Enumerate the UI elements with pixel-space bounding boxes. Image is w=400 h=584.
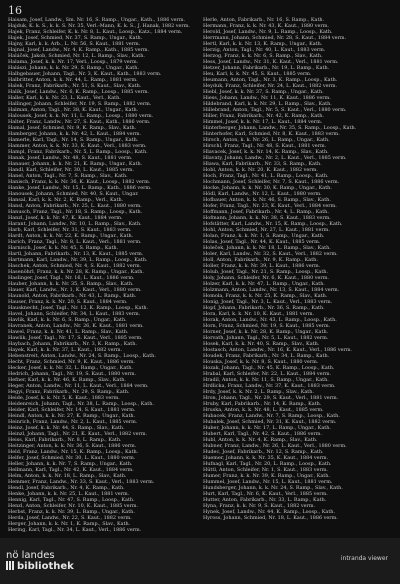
register-entry: Harich, Franz, Tagl., Nr. 8, L. Kaut., Verl., 1881 verm.: [8, 239, 142, 245]
register-entry: Hajduk, K. k. S., k. k. S. Nr. 35, Verl.-Mann, K. k. S., J. Hanak, 1882 verm.: [8, 23, 190, 29]
register-entry: Hradil, Anton, k. k. Nr. 11, S. Ramp., Ungar., Kath.: [203, 377, 329, 383]
register-entry: Hrabal, Karl, Schleifer, Nr. 22, L. Kaut., 1884 verm.: [203, 371, 332, 377]
register-entry: Hansl, Anton, Fabrikarb., Nr. 25, L. Kaut., 1880 verm.: [8, 203, 142, 209]
register-entry: Hanauer, Johann, k. k. Nr. 21, K. Ramp., Ungar., Kath.: [8, 161, 143, 167]
register-entry: Herbst, Franz, k. k. Nr. 39, L. Ramp., Ungar., Kath.: [8, 509, 135, 515]
register-entry: Hartmann, Karl, Landw., Nr. 39, L. Ramp., Loosp., Kath.: [8, 257, 148, 263]
register-entry: Hertl, Karl, k. k. Nr. 13, K. Ramp., Ungar., Kath.: [203, 41, 323, 47]
register-entry: Hlawa, Karl, Fabrikarb., Nr. 33, S. Ramp., Kath.: [203, 161, 322, 167]
register-entry: Hess, Josef, Landw., Nr. 31, K. Kaut., Verl., 1881 verm.: [203, 59, 339, 65]
register-entry: Hampl, Franz, Fabrikarb., Nr. 5, L. Ramp., Loosp., Kath.: [8, 149, 148, 155]
register-entry: Hochmann, Josef, Schleifer, Nr. 7, S. Kaut., 1886 verm.: [203, 179, 340, 185]
register-entry: Hruska, Anton, k. k. Nr. 48, L. Kaut., 1885 verm.: [203, 407, 324, 413]
register-entry: Harb, Karl, Schleifer, Nr. 31, S. Kaut., 1883 verm.: [8, 227, 132, 233]
register-entry: Heger, Anton, Landw., Nr. 11, L. Kaut., Verl., 1884 verm.: [8, 383, 149, 389]
register-entry: Hausknecht, Josef, Tagl., Nr. 12, K. Ramp., Loosp., Kath.: [8, 305, 149, 311]
register-entry: Halama, Josef, k. k. Nr. 17, Verl., Loosp., 1879 verm.: [8, 59, 139, 65]
register-entry: Herzog, Franz, k. k. Nr. 6, S. Ramp., Slav., Kath.: [203, 53, 323, 59]
register-entry: Haisam, Josef, Landw., Sm. Nr. 16, S. Ramp., Ungar., Kath., 1886 verm.: [8, 17, 186, 23]
register-entry: Haschek, Anton, Schmied, Nr. 4, S. Kaut., 1882 verm.: [8, 263, 142, 269]
register-entry: Hinterberger, Johann, Landw., Nr. 35, S. Ramp., Loosp., Kath.: [203, 125, 357, 131]
register-entry: Hofstätter, Karl, Landw., Nr. 15, K. Ramp., Loosp., Kath.: [203, 221, 343, 227]
register-entry: Hurt, Karl, Tagl., Nr. 6, K. Kaut., Verl., 1885 verm.: [203, 491, 328, 497]
logo-bottom-label: bibliothek: [17, 561, 74, 572]
register-entry: Hayek, Karl, k. k. Nr. 37, L. Kaut., 1882 verm.: [8, 347, 123, 353]
register-entry: Heindl, Anton, k. k. Nr. 27, K. Ramp., Ungar., Kath.: [8, 413, 136, 419]
register-entry: Hendl, Josef, Fabrikarb., Nr. 4, K. Ramp., Kath.: [8, 485, 125, 491]
register-entry: Hawlik, Josef, Tagl., Nr. 17, S. Kaut., Verl., 1885 verm.: [8, 335, 143, 341]
register-entry: Henzl, Anton, Schleifer, Nr. 10, K. Kaut., 1885 verm.: [8, 503, 139, 509]
left-column: [8, 17, 196, 535]
register-entry: Honig, Josef, Tagl., Nr. 3, L. Kaut., Verl., 1883 verm.: [203, 299, 333, 305]
register-entry: Herold, Josef, Landw., Nr. 9, L. Ramp., Loosp., Kath.: [203, 29, 333, 35]
register-entry: Hudec, Josef, Fabrikarb., Nr. 12, S. Ramp., Kath.: [203, 449, 324, 455]
register-entry: Hillebrand, Anton, Tagl., Nr. 5, S. Kaut., Verl., 1880 verm.: [203, 107, 347, 113]
register-entry: Halman, Anton, Tagl., Nr. 38, K. Kaut., Ungar., Kath.: [8, 107, 139, 113]
library-logo[interactable]: [6, 550, 74, 572]
register-entry: Hopf, Johann, Fabrikarb., Nr. 36, S. Ramp., Kath.: [203, 305, 325, 311]
register-entry: Heyduk, Franz, Schleifer, Nr. 24, L. Kaut., 1882 verm.: [203, 83, 338, 89]
register-entry: Halászi, Johann, k. k. Nr. 29, S. Ramp., Ungar., Kath.: [8, 65, 139, 71]
register-entry: Helm, Anton, k. k. Nr. 18, L. Ramp., Slav., Kath.: [8, 473, 127, 479]
register-entry: Herda, Josef, Landw., Nr. 22, S. Kaut., 1882 verm.: [8, 515, 132, 521]
register-entry: Hosek, Karl, k. k. Nr. 40, S. Ramp., Slav., Kath.: [203, 341, 320, 347]
register-entry: Hamberger, Johann, k. k. Nr. 42, L. Kaut., 1884 verm.: [8, 131, 142, 137]
register-entry: Hefner, Karl, k. k. Nr. 46, K. Ramp., Slav., Kath.: [8, 377, 126, 383]
register-entry: Helfer, Josef, Schmied, Nr. 30, L. Kaut., 1880 verm.: [8, 455, 136, 461]
register-entry: Holzmann, Anton, Landw., Nr. 13, S. Kaut., 1884 verm.: [203, 287, 340, 293]
register-entry: Holeček, Johann, k. k. Nr. 18, L. Ramp., Slav., Kath.: [203, 245, 331, 251]
register-entry: Harant, Johann, Landw., Nr. 10, L. Ramp., Slav., Kath.: [8, 221, 142, 227]
register-entry: Hofmann, Johann, k. k. Nr. 38, S. Kaut., 1883 verm.: [203, 215, 331, 221]
register-entry: Hildebrand, Karl, k. k. Nr. 29, L. Ramp., Slav., Kath.: [203, 101, 332, 107]
register-entry: Hubacek, Franz, Landw., Nr. 7, S. Ramp., Loosp., Kath.: [203, 413, 340, 419]
register-entry: Hebenstreit, Anton, Landw., Nr. 24, S. Ramp., Loosp., Kath.: [8, 353, 156, 359]
register-entry: Hermann, Franz, k. k. Nr. 43, K. Kaut., 1880 verm.: [203, 23, 329, 29]
register-entry: Heidenreich, Johann, Tagl., Nr. 38, L. Ramp., Loosp., Kath.: [8, 401, 154, 407]
register-entry: Holl, Anton, Fabrikarb., Nr. 9, K. Ramp., Kath.: [203, 257, 318, 263]
register-entry: Herrmann, Johann, Schmied, Nr. 28, S. Kaut., 1884 verm.: [203, 35, 347, 41]
register-entry: Hajek, Franz, Schleifer, K. k. Nr. 8, L. Kaut., Loosp., Katz., 1884 verm.: [8, 29, 183, 35]
register-entry: Henke, Johann, k. k. Nr. 25, L. Kaut., 1881 verm.: [8, 491, 130, 497]
register-entry: Houska, Josef, k. k. Nr. 8, S. Kaut., 1880 verm.: [203, 359, 319, 365]
register-entry: Hoch, Franz, Tagl., Nr. 41, L. Ramp., Loosp., Kath.: [203, 173, 329, 179]
register-entry: Herle, Anton, Fabrikarb., Nr. 16, S. Ramp., Kath.: [203, 17, 325, 23]
register-entry: Horak, Anton, Landw., Nr. 43, L. Ramp., Loosp., Kath.: [203, 317, 337, 323]
register-entry: Hirschl, Franz, Tagl., Nr. 48, S. Kaut., 1881 verm.: [203, 143, 327, 149]
register-entry: Hallinger, Johann, Schleifer, Nr. 19, S. Ramp., 1882 verm.: [8, 101, 152, 107]
register-entry: Hubner, Franz, Landw., Nr. 26, L. Kaut., Verl., 1880 verm.: [203, 443, 347, 449]
register-entry: Hrdlicka, Franz, Landw., Nr. 37, K. Kaut., 1883 verm.: [203, 383, 336, 389]
register-entry: Hozak, Johann, Tagl., Nr. 45, K. Ramp., Loosp., Kath.: [203, 365, 335, 371]
register-entry: Haybach, Johann, Fabrikarb., Nr. 3, K. Ramp., Kath.: [8, 341, 137, 347]
register-entry: Halbgebauer, Johann, Tagl., Nr. 3, K. Kaut., Kath., 1883 verm.: [8, 71, 162, 77]
register-entry: Hammer, Anton, k. k. Nr. 33, K. Kaut., Verl., 1883 verm.: [8, 143, 147, 149]
register-entry: Humer, Franz, k. k. Nr. 39, K. Ramp., Ungar., Kath.: [203, 473, 330, 479]
register-entry: Hlavacek, Josef, k. k. Nr. 14, K. Ramp., Slav., Kath.: [203, 149, 329, 155]
register-entry: Hinterhofer, Karl, Schmied, Nr. 8, K. Kaut., 1883 verm.: [203, 131, 340, 137]
register-entry: Hetzer, Johann, Fabrikarb., Nr. 19, L. Ramp., Kath.: [203, 65, 330, 71]
logo-bottom-text: [6, 561, 74, 572]
register-entry: Herzig, Anton, Tagl., Nr. 40, L. Kaut., 1883 verm.: [203, 47, 326, 53]
register-entry: Havlik, Karl, k. k. Nr. 6, S. Ramp., Ungar., Kath.: [8, 317, 127, 323]
register-entry: Hirsch, Anton, k. k. Nr. 26, L. Ramp., Ungar., Kath.: [203, 137, 330, 143]
register-entry: Hanousek, Johann, Schmied, Nr. 40, S. Kaut., Ungar.: [8, 191, 139, 197]
register-entry: Hajnal, Josef, Landw., Nr. 4, K. Ramp., Kath., 1885 verm.: [8, 47, 150, 53]
register-entry: Hoffmann, Josef, Fabrikarb., Nr. 4, L. Ramp., Kath.: [203, 209, 329, 215]
register-entry: Hundsberger, Johann, k. k. Nr. 24, S. Ramp., Slav., Kath.: [203, 485, 343, 491]
register-entry: Horner, Josef, k. k. Nr. 28, K. Ramp., Ungar., Kath.: [203, 329, 329, 335]
register-entry: Hansal, Karl, k. k. Nr. 2, K. Ramp., Verl., Kath.: [8, 197, 124, 203]
register-entry: Heide, Josef, k. k. Nr. 5, K. Kaut., 1883 verm.: [8, 395, 120, 401]
register-entry: Herger, Johann, k. k. Nr. 1, K. Ramp., Slav., Kath.: [8, 521, 131, 527]
register-entry: Hamal, Josef, Schmied, Nr. 9, K. Ramp., Slav., Kath.: [8, 125, 137, 131]
register-entry: Heinz, Josef, k. k. Nr. 44, S. Ramp., Slav., Kath.: [8, 425, 125, 431]
register-entry: Hiller, Franz, Fabrikarb., Nr. 42, K. Ramp., Kath.: [203, 113, 324, 119]
register-entry: Heinzl, Johann, Tagl., Nr. 21, K. Kaut., Verl., 1882 verm.: [8, 431, 148, 437]
register-entry: Halousek, Josef, k. k. Nr. 11, L. Ramp., Loosp., 1880 verm.: [8, 113, 154, 119]
register-entry: Huemer, Johann, k. k. Nr. 35, K. Kaut., 1884 verm.: [203, 455, 329, 461]
register-entry: Hanke, Josef, Landw., Nr. 15, L. Ramp., Kath., 1886 verm.: [8, 185, 152, 191]
register-entry: Hamerle, Karl, Tagl., Nr. 14, S. Ramp., Ungar., Kath.: [8, 137, 139, 143]
register-entry: Hummel, Josef, Landw., Nr. 15, L. Kaut., 1881 verm.: [203, 479, 333, 485]
register-entry: Hofbauer, Anton, k. k. Nr. 46, S. Ramp., Slav., Kath.: [203, 197, 331, 203]
register-entry: Hubl, Anton, k. k. Nr. 4, K. Ramp., Slav., Kath.: [203, 437, 318, 443]
register-entry: Hanisch, Franz, k. k. Nr. 36, K. Kaut., Loosp., 1882 verm.: [8, 179, 151, 185]
register-entry: Holzer, Karl, k. k. Nr. 47, L. Ramp., Ungar., Kath.: [203, 281, 325, 287]
register-entry: Hauber, Johann, k. k. Nr. 35, S. Ramp., Slav., Kath.: [8, 281, 134, 287]
register-entry: Haslinger, Josef, Tagl., Nr. 16, L. Kaut., 1886 verm.: [8, 275, 135, 281]
register-entry: Hanzl, Josef, k. k. Nr. 47, K. Kaut., 1884 verm.: [8, 215, 123, 221]
viewer-label[interactable]: intranda viewer: [340, 555, 388, 562]
register-entry: Hartl, Johann, Fabrikarb., Nr. 13, K. Kaut., 1885 verm.: [8, 251, 144, 257]
register-entry: Haláček, Jakob, Schmied, Nr. 12, L. Ramp., Slav., Kath.: [8, 53, 145, 59]
register-entry: Halik, Josef, Landw., Nr. 6, K. Ramp., Loosp., 1885 verm.: [8, 89, 150, 95]
register-entry: Heumann, Anton, Tagl., Nr. 3, K. Ramp., Loosp., Kath.: [203, 77, 338, 83]
register-entry: Holas, Josef, Tagl., Nr. 44, K. Kaut., 1885 verm.: [203, 239, 321, 245]
register-entry: Heu, Karl, k. k. Nr. 45, S. Kaut., 1885 verm.: [203, 71, 312, 77]
register-entry: Heller, Johann, k. k. Nr. 7, S. Ramp., Ungar., Kath.: [8, 461, 133, 467]
register-entry: Handl, Karl, Schleifer, Nr. 30, L. Kaut., 1885 verm.: [8, 167, 135, 173]
register-entry: Havranek, Anton, Landw., Nr. 26, K. Kaut., 1881 verm.: [8, 323, 144, 329]
register-entry: Hobl, Anton, k. k. Nr. 20, K. Kaut., 1882 verm.: [203, 167, 318, 173]
register-entry: Harnisch, Josef, k. k. Nr. 45, S. Ramp., Kath.: [8, 245, 119, 251]
register-entry: Horvath, Johann, Tagl., Nr. 5, L. Kaut., 1882 verm.: [203, 335, 329, 341]
register-entry: Halter, Franz, Landw., Nr. 27, S. Kaut., Kath., 1886 verm.: [8, 119, 151, 125]
register-entry: Hynek, Josef, Landw., Nr. 44, K. Ramp., Loosp., Kath.: [203, 509, 336, 515]
register-entry: Huber, Johann, k. k. Nr. 17, L. Ramp., Ungar., Kath.: [203, 425, 331, 431]
register-entry: Halek, Franz, Fabrikarb., Nr. 51, S. Kaut., Slav., Kath.: [8, 83, 142, 89]
register-entry: Holler, Franz, k. k. Nr. 39, L. Kaut., 1886 verm.: [203, 263, 321, 269]
register-entry: Hofer, Franz, Tagl., Nr. 23, K. Kaut., Verl., 1884 verm.: [203, 203, 337, 209]
register-entry: Hutter, Anton, Fabrikarb., Nr. 33, L. Ramp., Kath.: [203, 497, 327, 503]
register-entry: Hubalek, Josef, Schmied, Nr. 31, K. Kaut., 1882 verm.: [203, 419, 337, 425]
register-entry: Hubert, Karl, Tagl., Nr. 42, S. Kaut., 1886 verm.: [203, 431, 322, 437]
register-entry: Hyna, Franz, k. k. Nr. 9, S. Kaut., 1882 verm.: [203, 503, 316, 509]
right-column: [203, 17, 391, 535]
register-entry: Hardt, Anton, k. k. Nr. 22, K. Ramp., Ungar., Kath.: [8, 233, 134, 239]
register-entry: Hering, Karl, Tagl., Nr. 34, L. Kaut., Verl., 1886 verm.: [8, 527, 142, 533]
register-entry: Hauser, Franz, k. k. Nr. 20, S. Kaut., 1884 verm.: [8, 299, 128, 305]
register-entry: Halbritter, Anton, k. k. Nr. 44, L. Ramp., 1881 verm.: [8, 77, 138, 83]
logo-bars-icon: [6, 561, 15, 570]
register-entry: Hyross, Johann, Schmied, Nr. 18, L. Kaut., 1886 verm.: [203, 515, 338, 521]
register-entry: Heiss, Karl, Fabrikarb., Nr. 8, L. Ramp., Kath.: [8, 437, 122, 443]
register-entry: Hüttl, Anton, Schleifer, Nr. 1, S. Kaut., 1883 verm.: [203, 467, 328, 473]
register-entry: Houdek, Franz, Fabrikarb., Nr. 34, L. Ramp., Kath.: [203, 353, 330, 359]
register-entry: Hlavaty, Johann, Landw., Nr. 2, L. Kaut., Verl., 1885 verm.: [203, 155, 347, 161]
register-entry: Hajek, Josef, Schmied, Nr. 37, S. Ramp., Ungar., Kath.: [8, 35, 143, 41]
register-entry: Hron, Johann, Tagl., Nr. 29, S. Kaut., Verl., 1881 verm.: [203, 395, 339, 401]
register-entry: Hrdy, Josef, k. k. Nr. 2, L. Ramp., Slav., Kath.: [203, 389, 314, 395]
register-entry: Hocke, Johann, k. k. Nr. 30, K. Ramp., Ungar., Kath.: [203, 185, 332, 191]
page-number: 16: [8, 4, 22, 17]
register-entry: Hanel, Anton, Tagl., Nr. 7, S. Ramp., Slav., Kath.: [8, 173, 128, 179]
register-entry: Haller, Karl, k. k. Nr. 23, L. Kaut., Verl., Kath.: [8, 95, 121, 101]
viewer-footer: [0, 538, 400, 584]
register-entry: Hanusch, Franz, Tagl., Nr. 18, S. Ramp., Loosp., Kath.: [8, 209, 143, 215]
register-entry: Hanak, Josef, Landw., Nr. 48, S. Kaut., 1881 verm.: [8, 155, 133, 161]
register-entry: Himmel, Josef, k. k. Nr. 17, L. Kaut., 1884 verm.: [203, 119, 323, 125]
register-entry: Heinrich, Franz, Landw., Nr. 2, L. Kaut., 1885 verm.: [8, 419, 138, 425]
register-entry: Hufnagl, Karl, Tagl., Nr. 20, L. Ramp., Loosp., Kath.: [203, 461, 332, 467]
register-entry: Hohl, Anton, Schmied, Nr. 27, L. Kaut., 1881 verm.: [203, 227, 330, 233]
register-entry: Hawel, Franz, k. k. Nr. 41, L. Ramp., Slav., Kath.: [8, 329, 129, 335]
register-entry: Hajny, Karl, k. k. Arb., L. Nr. 56, S. Kaut., 1881 verm.: [8, 41, 141, 47]
register-entry: Hiess, Johann, Landw., Nr. 11, K. Kaut., 1886 verm.: [203, 95, 331, 101]
register-entry: Hora, Karl, k. k. Nr. 10, K. Kaut., 1881 verm.: [203, 311, 315, 317]
register-entry: Homola, Franz, k. k. Nr. 25, K. Ramp., Slav., Kath.: [203, 293, 328, 299]
register-entry: Holer, Karl, Landw., Nr. 32, S. Kaut., Verl., 1882 verm.: [203, 251, 338, 257]
register-entry: Hostasch, Anton, Landw., Nr. 16, K. Kaut., Verl., 1886 verm.: [203, 347, 353, 353]
register-entry: Hiebl, Josef, k. k. Nr. 37, S. Ramp., Ungar., Kath.: [203, 89, 324, 95]
register-entry: Hruby, Karl, Fabrikarb., Nr. 14, K. Ramp., Kath.: [203, 401, 322, 407]
register-entry: Horn, Franz, Schmied, Nr. 19, S. Kaut., 1885 verm.: [203, 323, 331, 329]
register-entry: Hauer, Karl, Landw., Nr. 1, K. Kaut., Verl., 1880 verm.: [8, 287, 142, 293]
register-entry: Heider, Karl, Schleifer, Nr. 14, S. Kaut., 1881 verm.: [8, 407, 136, 413]
register-entry: Hasenöhrl, Franz, k. k. Nr. 28, K. Ramp., Ungar., Kath.: [8, 269, 144, 275]
register-entry: Hemmer, Franz, Landw., Nr. 33, S. Kaut., Verl., 1883 verm.: [8, 479, 155, 485]
register-entry: Holub, Josef, Tagl., Nr. 21, S. Ramp., Loosp., Kath.: [203, 269, 329, 275]
register-entry: Havel, Johann, Schleifer, Nr. 34, L. Kaut., 1883 verm.: [8, 311, 141, 317]
register-entry: Hellmann, Karl, Tagl., Nr. 42, K. Kaut., 1884 verm.: [8, 467, 134, 473]
register-entry: Heitzinger, Anton, k. k. Nr. 36, S. Kaut., 1886 verm.: [8, 443, 137, 449]
register-entry: Hegyi, Franz, Fabrikarb., Nr. 29, S. Ramp., Kath.: [8, 389, 130, 395]
register-entry: Held, Franz, Landw., Nr. 15, K. Ramp., Loosp., Kath.: [8, 449, 139, 455]
register-entry: Holy, Johann, Schleifer, Nr. 6, K. Kaut., 1880 verm.: [203, 275, 329, 281]
register-entry: Hecht, Franz, Schmied, Nr. 9, K. Kaut., 1886 verm.: [8, 359, 135, 365]
register-entry: Hennig, Karl, Tagl., Nr. 47, S. Ramp., Loosp., Kath.: [8, 497, 135, 503]
register-entry: Hödl, Karl, Landw., Nr. 12, L. Kaut., 1880 verm.: [203, 191, 322, 197]
register-entry: Hecker, Josef, k. k. Nr. 32, L. Ramp., Ungar., Kath.: [8, 365, 133, 371]
logo-top-text: nö landes: [6, 550, 55, 561]
register-entry: Haunold, Anton, Fabrikarb., Nr. 43, L. Ramp., Kath.: [8, 293, 137, 299]
register-entry: Hedrich, Johann, Tagl., Nr. 19, S. Kaut., 1880 verm.: [8, 371, 137, 377]
register-entry: Holan, Franz, k. k. Nr. 1, S. Ramp., Ungar., Kath.: [203, 233, 325, 239]
